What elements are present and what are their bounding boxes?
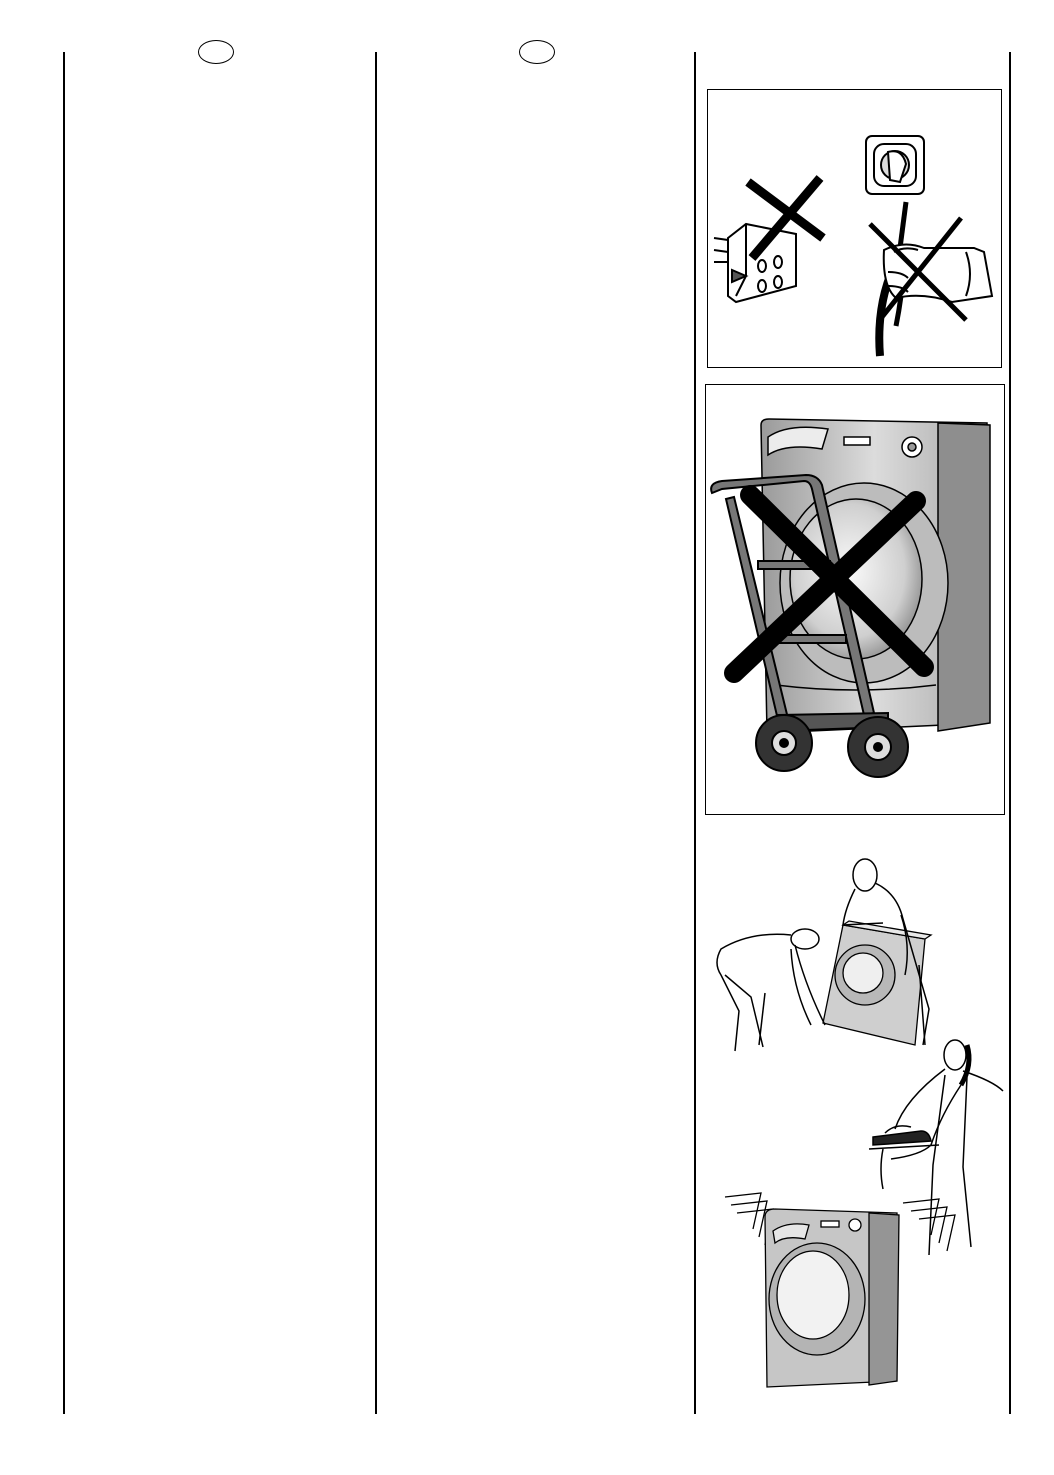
language-badge-col2: [519, 40, 555, 64]
figure-hand-truck-warning: [705, 384, 1005, 815]
no-adapter-no-pull-cord-icon: [708, 90, 1001, 367]
figure-lift-and-attention: [705, 845, 1005, 1390]
washing-machine-icon: [761, 419, 990, 733]
adapter-plug-icon: [714, 224, 796, 302]
figure-plug-warning: [707, 89, 1002, 368]
column-rule-middle: [375, 52, 377, 1414]
column-rule-left: [63, 52, 65, 1414]
person-lifting-left-icon: [717, 929, 825, 1051]
language-badge-col1: [198, 40, 234, 64]
two-person-lift-no-attended-appliance-icon: [705, 845, 1005, 1390]
tilted-washing-machine-icon: [823, 921, 931, 1045]
wall-socket-icon: [866, 136, 924, 194]
vibrating-washing-machine-icon: [765, 1209, 899, 1387]
no-hand-truck-icon: [706, 385, 1004, 814]
column-rule-edge: [1009, 52, 1011, 1414]
column-rule-right: [694, 52, 696, 1414]
